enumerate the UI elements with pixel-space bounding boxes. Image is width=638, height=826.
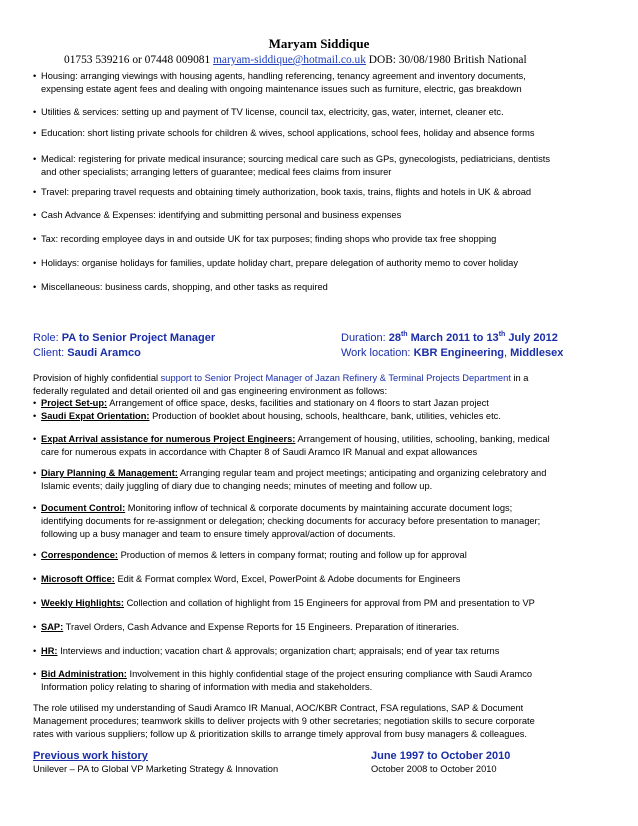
phone-numbers: 01753 539216 or 07448 009081	[64, 54, 211, 66]
dob-nationality: DOB: 30/08/1980 British National	[368, 54, 527, 66]
bullet-icon: •	[33, 128, 37, 138]
duty-miscellaneous: • Miscellaneous: business cards, shopping, and other tasks as required	[33, 282, 328, 292]
role-row	[33, 331, 613, 345]
item-bid-administration: • Bid Administration: Involvement in this highly confidential stage of the project ensuring compliance with Saudi Aramco Information policy relating to sharing of information with media and stakeholders.	[33, 669, 533, 692]
duty-medical: • Medical: registering for private medical insurance; sourcing medical care such as GPs, gynecologists, pediatricians, dentists and other specialists; arranging letters of guarantee; medical fees claims from insurer	[33, 154, 550, 177]
item-saudi-expat-orientation: • Saudi Expat Orientation: Production of booklet about housing, schools, healthcare, bank, utilities, vehicles etc.	[33, 411, 501, 421]
bullet-icon: •	[33, 154, 37, 164]
bullet-icon: •	[33, 550, 37, 560]
contact-line	[64, 54, 527, 66]
bullet-icon: •	[33, 468, 37, 478]
history-job-period: October 2008 to October 2010	[371, 764, 497, 774]
history-entry	[33, 764, 613, 774]
bullet-icon: •	[33, 598, 37, 608]
history-job: Unilever – PA to Global VP Marketing Strategy & Innovation	[33, 764, 279, 774]
item-weekly-highlights: • Weekly Highlights: Collection and collation of highlight from 15 Engineers for approval from PM and presentation to VP	[33, 598, 535, 608]
bullet-icon: •	[33, 210, 37, 220]
role-value: PA to Senior Project Manager	[61, 332, 216, 344]
item-correspondence: • Correspondence: Production of memos & letters in company format; routing and follow up for approval	[33, 550, 467, 560]
client-label: Client:	[33, 347, 68, 359]
history-period: June 1997 to October 2010	[371, 750, 511, 762]
summary-paragraph: The role utilised my understanding of Saudi Aramco IR Manual, AOC/KBR Contract, FSA regulations, SAP & Document Management procedures; teamwork skills to deliver projects with 9 other secretaries; negotiation skills to secure corporate rates with various suppliers; follow up & prioritization skills to arrange timely approval from busy managers & colleagues.	[33, 703, 535, 739]
bullet-icon: •	[33, 669, 37, 679]
bullet-icon: •	[33, 398, 37, 408]
bullet-icon: •	[33, 234, 37, 244]
item-microsoft-office: • Microsoft Office: Edit & Format complex Word, Excel, PowerPoint & Adobe documents for Engineers	[33, 574, 461, 584]
duty-housing: • Housing: arranging viewings with housing agents, handling referencing, tenancy agreement and inventory documents, expensing estate agent fees and dealing with ongoing maintenance issues such as furniture, electric, gas breakdown	[33, 71, 526, 94]
work-location: Work location: KBR Engineering, Middlesex	[341, 347, 564, 359]
duty-tax: • Tax: recording employee days in and outside UK for tax purposes; finding shops who provide tax free shopping	[33, 234, 497, 244]
bullet-icon: •	[33, 434, 37, 444]
bullet-icon: •	[33, 107, 37, 117]
item-document-control: • Document Control: Monitoring inflow of technical & corporate documents by maintaining accurate document logs; identifying documents for re-assignment or delegation; checking documents for accuracy before presentation to manager; following up a busy manager and team to ensure timely approval/action of documents.	[33, 503, 541, 539]
bullet-icon: •	[33, 282, 37, 292]
duty-holidays: • Holidays: organise holidays for families, update holiday chart, prepare delegation of authority memo to cover holiday	[33, 258, 518, 268]
provision-highlight: support to Senior Project Manager of Jazan Refinery & Terminal Projects Department	[160, 373, 511, 383]
duty-education: • Education: short listing private schools for children & wives, school applications, school fees, holiday and absence forms	[33, 128, 535, 138]
bullet-icon: •	[33, 622, 37, 632]
bullet-icon: •	[33, 411, 37, 421]
bullet-icon: •	[33, 71, 37, 81]
client-row	[33, 346, 613, 360]
item-sap: • SAP: Travel Orders, Cash Advance and Expense Reports for 15 Engineers. Preparation of itineraries.	[33, 622, 460, 632]
history-heading: Previous work history June 1997 to October 2010	[33, 750, 511, 762]
item-hr: • HR: Interviews and induction; vacation chart & approvals; organization chart; appraisals; end of year tax returns	[33, 646, 500, 656]
duration: Duration: 28th March 2011 to 13th July 2012	[341, 331, 558, 344]
duty-cash-advance: • Cash Advance & Expenses: identifying and submitting personal and business expenses	[33, 210, 402, 220]
provision-paragraph: Provision of highly confidential support to Senior Project Manager of Jazan Refinery & Terminal Projects Department in a federally regulated and detail oriented oil and gas engineering environment as follows:	[33, 373, 529, 396]
bullet-icon: •	[33, 646, 37, 656]
item-project-setup: • Project Set-up: Arrangement of office space, desks, facilities and stationary on 4 floors to start Jazan project	[33, 398, 489, 408]
role-label: Role:	[33, 332, 62, 344]
item-diary-planning: • Diary Planning & Management: Arranging regular team and project meetings; anticipating and organizing celebratory and Islamic events; daily juggling of diary due to changing needs; minutes of meeting and follow up.	[33, 468, 547, 491]
duty-travel: • Travel: preparing travel requests and obtaining timely authorization, book taxis, trains, flights and hotels in UK & abroad	[33, 187, 532, 197]
duty-utilities: • Utilities & services: setting up and payment of TV license, council tax, electricity, gas, water, internet, cleaner etc.	[33, 107, 504, 117]
bullet-icon: •	[33, 503, 37, 513]
candidate-name: Maryam Siddique	[268, 36, 370, 51]
bullet-icon: •	[33, 574, 37, 584]
item-expat-arrival: • Expat Arrival assistance for numerous Project Engineers: Arrangement of housing, utilities, schooling, banking, medical care for numerous expats in accordance with Chapter 8 of Saudi Aramco IR Manual and expat allowances	[33, 434, 550, 457]
client-value: Saudi Aramco	[67, 347, 141, 359]
bullet-icon: •	[33, 258, 37, 268]
email-link[interactable]: maryam-siddique@hotmail.co.uk	[213, 54, 366, 66]
bullet-icon: •	[33, 187, 37, 197]
